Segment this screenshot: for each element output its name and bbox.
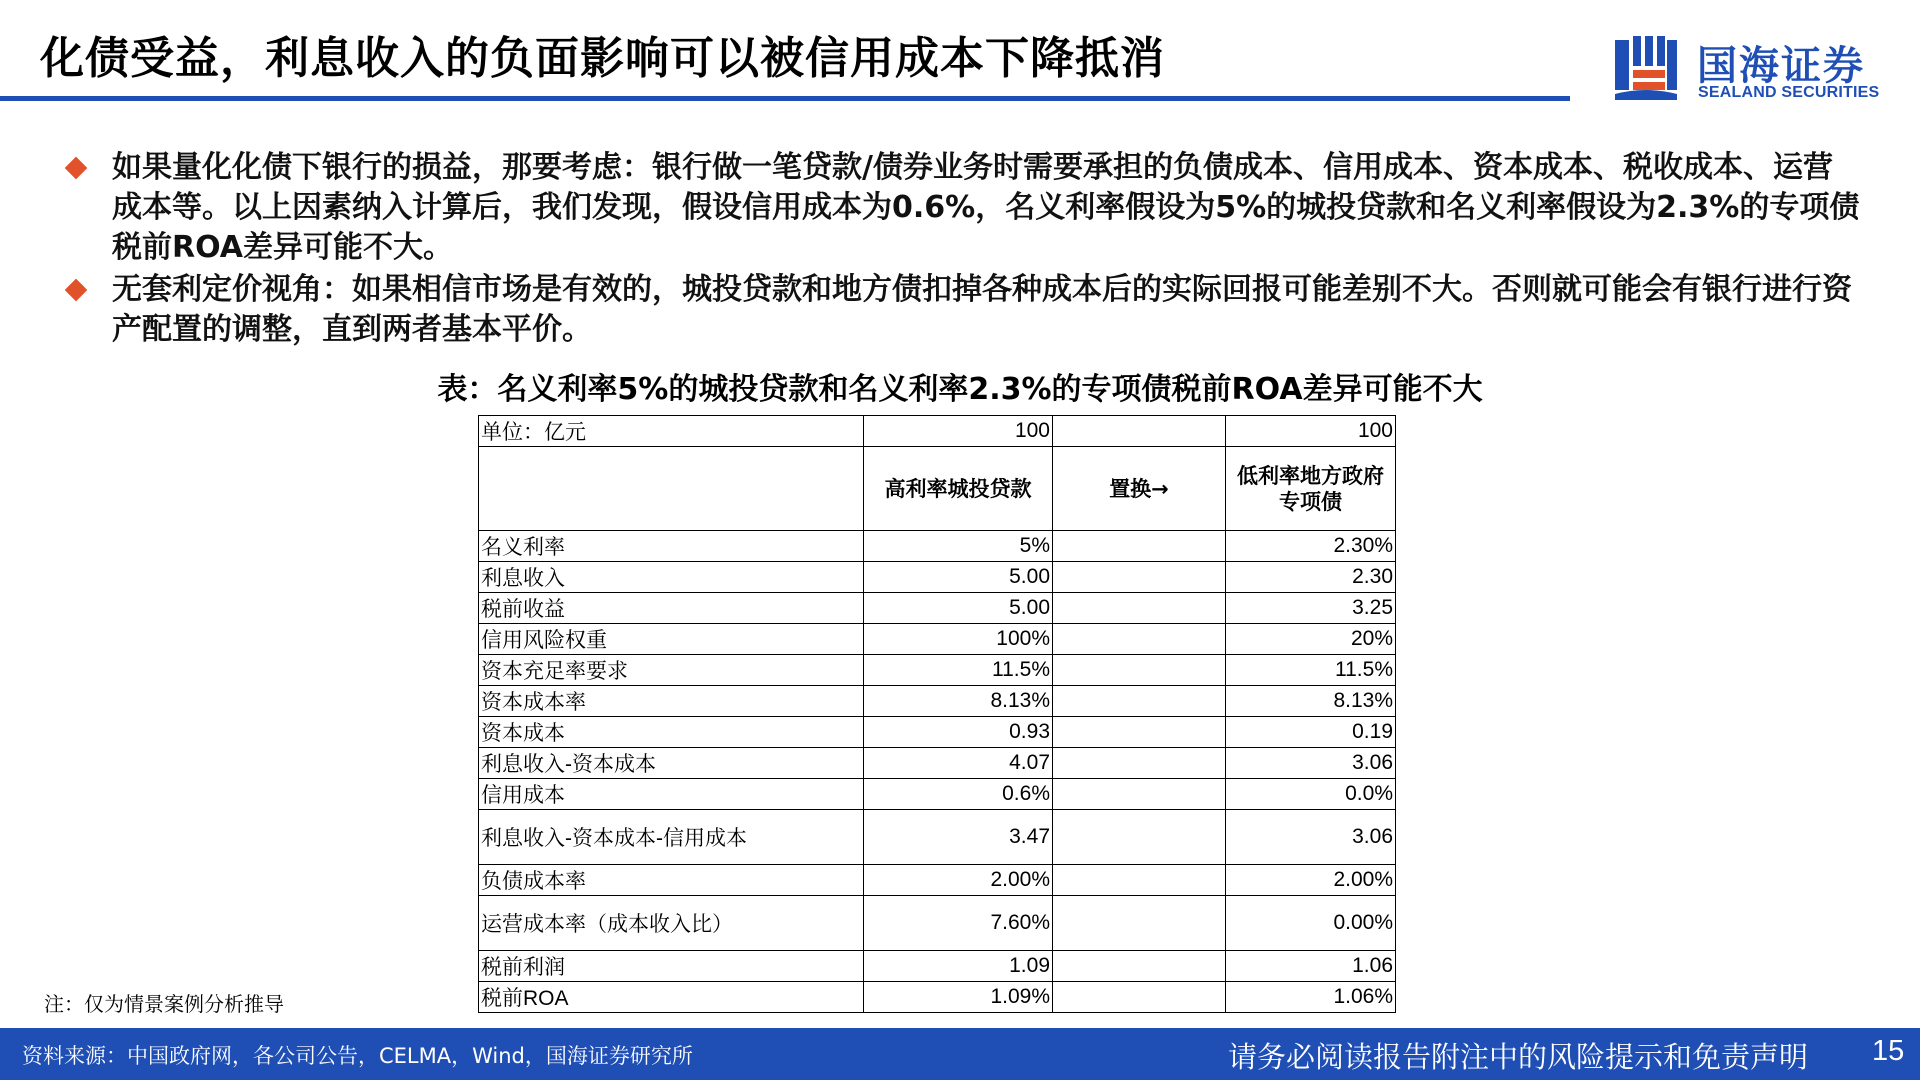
table-row — [479, 562, 1396, 593]
table-cell: 100 — [864, 416, 1053, 447]
table-cell — [1053, 531, 1226, 562]
table-cell: 8.13% — [864, 686, 1053, 717]
table-cell: 0.0% — [1226, 779, 1396, 810]
table-cell: 100 — [1226, 416, 1396, 447]
table-cell: 负债成本率 — [479, 865, 864, 896]
table-header-cell: 置换→ — [1053, 447, 1226, 531]
source-text: 资料来源：中国政府网，各公司公告，CELMA，Wind，国海证券研究所 — [22, 1044, 693, 1068]
table-cell: 利息收入 — [479, 562, 864, 593]
table-row — [479, 624, 1396, 655]
table-cell: 11.5% — [1226, 655, 1396, 686]
table-cell: 8.13% — [1226, 686, 1396, 717]
footnote: 注：仅为情景案例分析推导 — [44, 992, 284, 1016]
bullet-item — [60, 148, 1860, 268]
table-row — [479, 686, 1396, 717]
table-cell: 0.00% — [1226, 896, 1396, 951]
table-row — [479, 655, 1396, 686]
table-cell: 利息收入-资本成本 — [479, 748, 864, 779]
table-cell: 3.06 — [1226, 748, 1396, 779]
company-logo — [1615, 34, 1905, 104]
table-cell — [1053, 748, 1226, 779]
disclaimer-text: 请务必阅读报告附注中的风险提示和免责声明 — [1228, 1040, 1809, 1074]
table-cell — [1053, 982, 1226, 1013]
page-number: 15 — [1872, 1035, 1905, 1067]
table-row — [479, 593, 1396, 624]
logo-english-text: SEALAND SECURITIES — [1698, 84, 1880, 101]
table-cell: 5.00 — [864, 562, 1053, 593]
sealand-logo-icon — [1615, 36, 1677, 100]
table-cell: 资本成本 — [479, 717, 864, 748]
title-underline — [0, 96, 1570, 101]
header-row — [479, 447, 1396, 531]
table-cell: 0.19 — [1226, 717, 1396, 748]
table-cell: 1.09 — [864, 951, 1053, 982]
table-row — [479, 982, 1396, 1013]
table-row — [479, 531, 1396, 562]
table-cell: 0.6% — [864, 779, 1053, 810]
table-cell: 3.25 — [1226, 593, 1396, 624]
table-cell: 资本充足率要求 — [479, 655, 864, 686]
table-cell: 100% — [864, 624, 1053, 655]
page-title: 化债受益，利息收入的负面影响可以被信用成本下降抵消 — [40, 33, 1165, 84]
table-cell — [1053, 562, 1226, 593]
table-cell — [1053, 655, 1226, 686]
table-cell: 利息收入-资本成本-信用成本 — [479, 810, 864, 865]
table-row — [479, 717, 1396, 748]
table-cell: 信用成本 — [479, 779, 864, 810]
logo-chinese-text: 国海证券 — [1697, 43, 1865, 89]
table-cell: 3.47 — [864, 810, 1053, 865]
table-cell: 税前ROA — [479, 982, 864, 1013]
table-cell: 税前收益 — [479, 593, 864, 624]
table-cell: 11.5% — [864, 655, 1053, 686]
table-cell — [1053, 896, 1226, 951]
table-cell: 税前利润 — [479, 951, 864, 982]
table-cell — [1053, 951, 1226, 982]
table-header-cell: 低利率地方政府 专项债 — [1226, 447, 1396, 531]
table-cell: 2.30% — [1226, 531, 1396, 562]
table-cell: 1.06 — [1226, 951, 1396, 982]
diamond-bullet-icon — [65, 279, 88, 302]
diamond-bullet-icon — [65, 157, 88, 180]
footer-bar — [0, 1028, 1920, 1080]
unit-row — [479, 416, 1396, 447]
table-cell: 资本成本率 — [479, 686, 864, 717]
table-cell: 2.00% — [864, 865, 1053, 896]
table-cell: 1.09% — [864, 982, 1053, 1013]
table-cell: 20% — [1226, 624, 1396, 655]
table-cell: 4.07 — [864, 748, 1053, 779]
bullet-item — [60, 270, 1860, 350]
table-cell — [1053, 593, 1226, 624]
table-cell: 2.00% — [1226, 865, 1396, 896]
table-cell: 单位：亿元 — [479, 416, 864, 447]
table-cell — [1053, 779, 1226, 810]
table-cell: 1.06% — [1226, 982, 1396, 1013]
table-row — [479, 865, 1396, 896]
table-cell: 名义利率 — [479, 531, 864, 562]
table-cell: 0.93 — [864, 717, 1053, 748]
table-header-cell: 高利率城投贷款 — [864, 447, 1053, 531]
table-cell: 7.60% — [864, 896, 1053, 951]
table-cell: 5.00 — [864, 593, 1053, 624]
table-cell — [1053, 810, 1226, 865]
table-row — [479, 810, 1396, 865]
table-cell: 运营成本率（成本收入比） — [479, 896, 864, 951]
table-cell — [1053, 416, 1226, 447]
table-header-cell — [479, 447, 864, 531]
table-cell — [1053, 717, 1226, 748]
table-cell: 信用风险权重 — [479, 624, 864, 655]
table-cell: 5% — [864, 531, 1053, 562]
bullet-text: 如果量化化债下银行的损益，那要考虑：银行做一笔贷款/债券业务时需要承担的负债成本、信用成本、资本成本、税收成本、运营成本等。以上因素纳入计算后，我们发现，假设信用成本为0.6%，名义利率假设为5%的城投贷款和名义利率假设为2.3%的专项债税前ROA差异可能不大。 — [112, 150, 1860, 265]
table-cell — [1053, 865, 1226, 896]
bullet-list — [60, 148, 1860, 352]
table-row — [479, 748, 1396, 779]
table-row — [479, 779, 1396, 810]
table-cell: 2.30 — [1226, 562, 1396, 593]
table-caption: 表：名义利率5%的城投贷款和名义利率2.3%的专项债税前ROA差异可能不大 — [437, 372, 1483, 407]
bullet-text: 无套利定价视角：如果相信市场是有效的，城投贷款和地方债扣掉各种成本后的实际回报可能差别不大。否则就可能会有银行进行资产配置的调整，直到两者基本平价。 — [112, 272, 1852, 347]
table-cell — [1053, 686, 1226, 717]
roa-comparison-table — [478, 415, 1396, 1013]
table-cell: 3.06 — [1226, 810, 1396, 865]
table-cell — [1053, 624, 1226, 655]
table-row — [479, 951, 1396, 982]
table-row — [479, 896, 1396, 951]
